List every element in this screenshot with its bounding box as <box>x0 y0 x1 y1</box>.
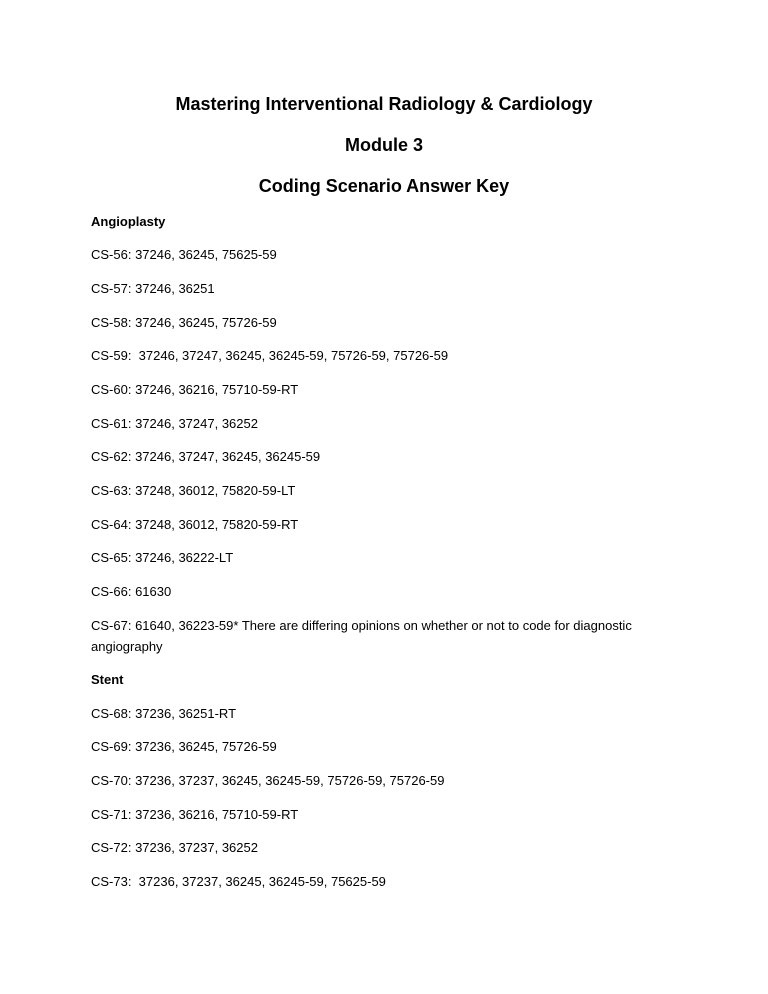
list-item: CS-73: 37236, 37237, 36245, 36245-59, 75625-59 <box>91 874 386 889</box>
list-item: CS-66: 61630 <box>91 584 172 599</box>
list-item: CS-68: 37236, 36251-RT <box>91 706 237 721</box>
list-item: CS-59: 37246, 37247, 36245, 36245-59, 75726-59, 75726-59 <box>91 348 449 363</box>
list-item: CS-63: 37248, 36012, 75820-59-LT <box>91 483 296 498</box>
list-item: CS-71: 37236, 36216, 75710-59-RT <box>91 807 299 822</box>
section-heading-angioplasty: Angioplasty <box>91 214 166 229</box>
list-item: CS-60: 37246, 36216, 75710-59-RT <box>91 382 299 397</box>
list-item: CS-61: 37246, 37247, 36252 <box>91 416 258 431</box>
list-item: CS-56: 37246, 36245, 75625-59 <box>91 247 277 262</box>
list-item: CS-57: 37246, 36251 <box>91 281 215 296</box>
list-item: CS-72: 37236, 37237, 36252 <box>91 840 258 855</box>
list-item: CS-64: 37248, 36012, 75820-59-RT <box>91 517 299 532</box>
list-item: CS-67: 61640, 36223-59* There are differing opinions on whether or not to code for diagnostic angiography <box>91 618 632 654</box>
list-item: CS-65: 37246, 36222-LT <box>91 550 234 565</box>
list-item: CS-62: 37246, 37247, 36245, 36245-59 <box>91 449 321 464</box>
section-heading-stent: Stent <box>91 672 124 687</box>
list-item: CS-58: 37246, 36245, 75726-59 <box>91 315 277 330</box>
document-title: Mastering Interventional Radiology & Cardiology <box>175 94 593 114</box>
answer-key-title: Coding Scenario Answer Key <box>258 176 510 196</box>
module-title: Module 3 <box>344 135 423 155</box>
list-item: CS-70: 37236, 37237, 36245, 36245-59, 75726-59, 75726-59 <box>91 773 445 788</box>
list-item: CS-69: 37236, 36245, 75726-59 <box>91 739 277 754</box>
